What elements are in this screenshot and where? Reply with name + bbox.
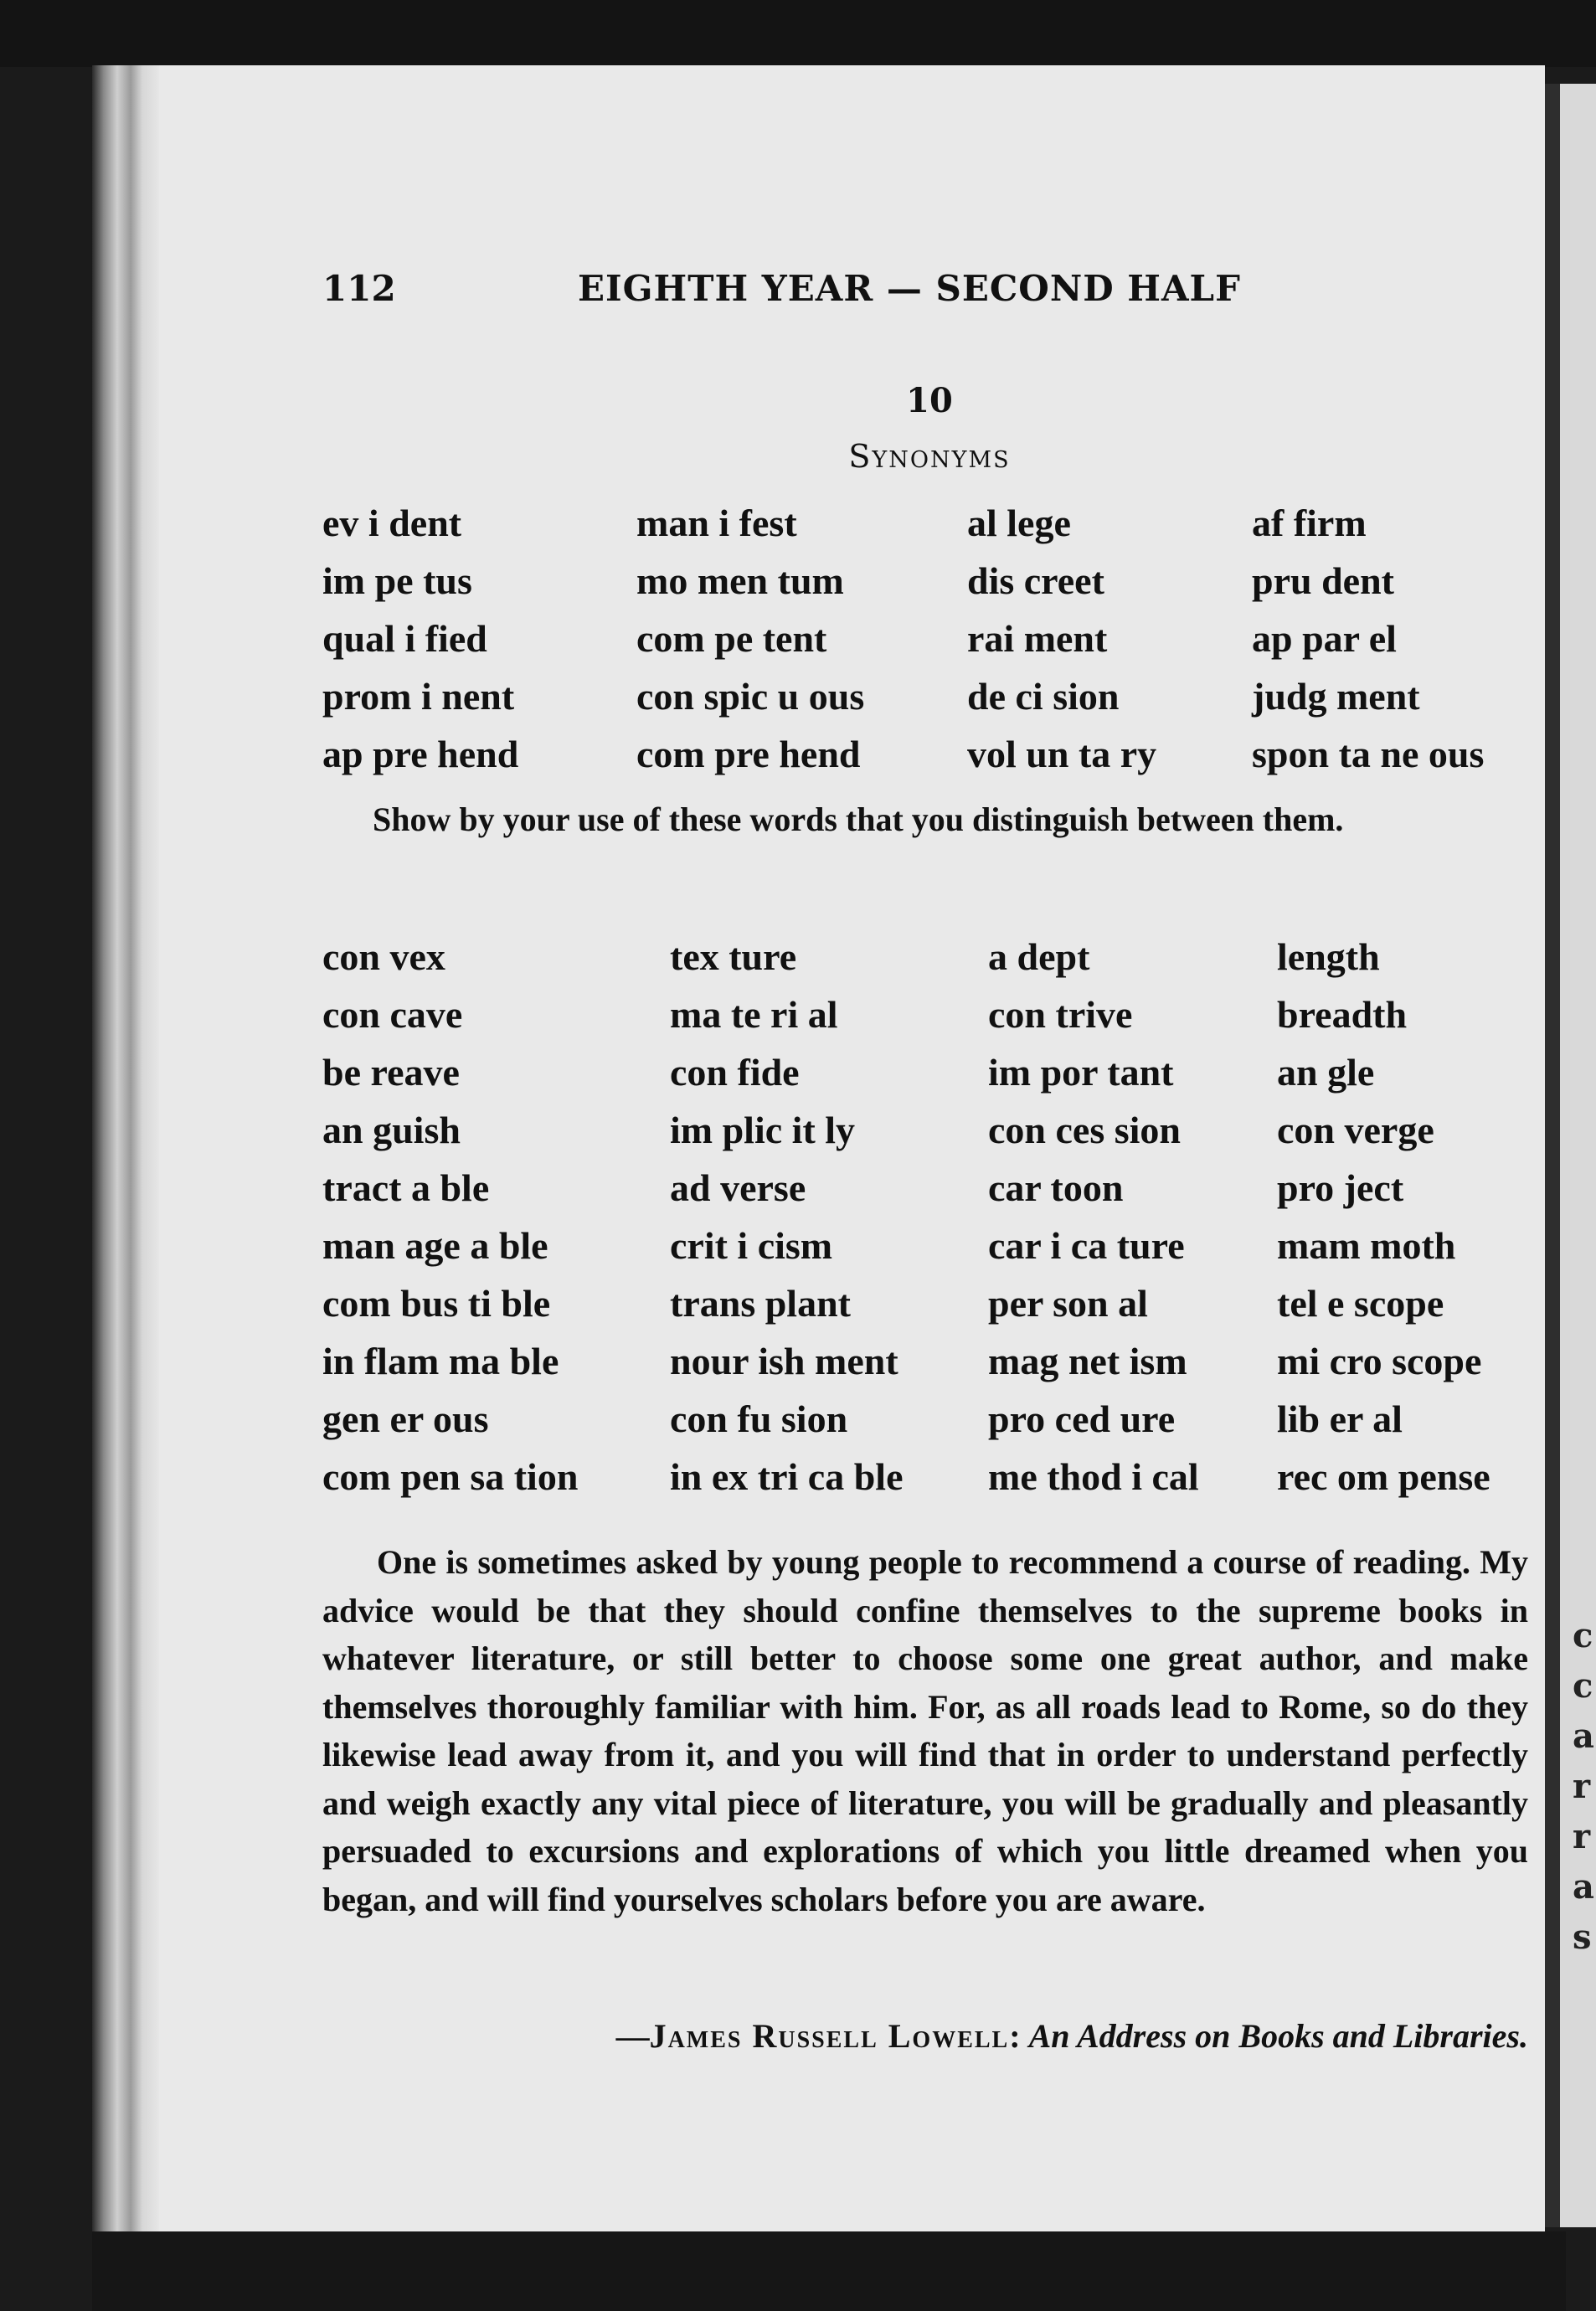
spelling-word: rai ment [967, 617, 1108, 660]
spelling-word: com pe tent [636, 617, 827, 660]
spelling-word: breadth [1277, 993, 1408, 1036]
spelling-word: a dept [988, 935, 1090, 978]
spelling-word: ev i dent [322, 502, 462, 544]
spelling-word: im pe tus [322, 559, 472, 602]
adjacent-page-letter: c [1573, 1666, 1593, 1706]
spelling-word: qual i fied [322, 617, 487, 660]
attribution-dash: — [615, 2017, 650, 2055]
spelling-word: ap par el [1252, 617, 1397, 660]
spelling-word: af firm [1252, 502, 1367, 544]
spelling-word: me thod i cal [988, 1455, 1199, 1498]
attribution-separator: : [1009, 2017, 1029, 2055]
section-number: 10 [906, 381, 953, 420]
spelling-word: al lege [967, 502, 1071, 544]
spelling-word: ma te ri al [670, 993, 838, 1036]
word-column [322, 928, 578, 1505]
adjacent-page-letter: a [1573, 1717, 1594, 1756]
page-gutter [1545, 84, 1560, 2227]
adjacent-page-letter: c [1573, 1616, 1593, 1655]
spelling-word: con verge [1277, 1109, 1434, 1151]
spelling-word: con vex [322, 935, 445, 978]
spelling-word: com bus ti ble [322, 1282, 551, 1325]
quote-attribution [322, 2016, 1528, 2056]
spelling-word: man age a ble [322, 1224, 548, 1267]
spelling-word: mo men tum [636, 559, 844, 602]
spelling-word: ad verse [670, 1166, 806, 1209]
page-number: 112 [322, 268, 396, 309]
spelling-word: per son al [988, 1282, 1148, 1325]
spelling-word: con trive [988, 993, 1133, 1036]
spelling-word: car toon [988, 1166, 1124, 1209]
word-column [322, 494, 518, 783]
page-header [322, 268, 1277, 318]
spelling-word: nour ish ment [670, 1340, 898, 1382]
adjacent-page-letter: r [1573, 1767, 1591, 1806]
spelling-word: in flam ma ble [322, 1340, 559, 1382]
spelling-word: im por tant [988, 1051, 1174, 1094]
scan-bottom [92, 2231, 1566, 2311]
spelling-word: in ex tri ca ble [670, 1455, 904, 1498]
spelling-word: im plic it ly [670, 1109, 856, 1151]
spelling-word: pru dent [1252, 559, 1394, 602]
spelling-word: com pre hend [636, 733, 861, 775]
spelling-word: pro ced ure [988, 1397, 1176, 1440]
spelling-word: pro ject [1277, 1166, 1404, 1209]
spelling-word: mi cro scope [1277, 1340, 1482, 1382]
spelling-word: ap pre hend [322, 733, 519, 775]
spelling-word: man i fest [636, 502, 797, 544]
spelling-word: crit i cism [670, 1224, 833, 1267]
word-column [1252, 494, 1484, 783]
spelling-word: mag net ism [988, 1340, 1187, 1382]
spelling-word: com pen sa tion [322, 1455, 579, 1498]
spelling-word: con cave [322, 993, 463, 1036]
word-column [988, 928, 1199, 1505]
page-binding-edge [92, 65, 159, 2234]
quoted-passage: One is sometimes asked by young people to recommend a course of reading. My advice would be that they should confine themselves to the supreme books in whatever literature, or still better to choose some one great author, and make themselves thoroughly familiar with him. For, as all roads lead to Rome, so do they likewise lead away from it, and you will find that in order to understand perfectly and weigh exactly any vital piece of literature, you will be gradually and pleasantly persuaded to excursions and explorations of which you little dreamed when you began, and will find yourselves scholars before you are aware. [322, 1543, 1528, 1918]
spelling-word: con fu sion [670, 1397, 848, 1440]
running-head: EIGHTH YEAR — SECOND HALF [578, 268, 1241, 309]
scan-background [0, 0, 1596, 67]
adjacent-page-letter: r [1573, 1817, 1591, 1856]
spelling-word: judg ment [1252, 675, 1420, 718]
spelling-word: con ces sion [988, 1109, 1181, 1151]
spelling-word: car i ca ture [988, 1224, 1185, 1267]
word-column [670, 928, 904, 1505]
word-column [967, 494, 1156, 783]
spelling-word: de ci sion [967, 675, 1120, 718]
spelling-word: dis creet [967, 559, 1104, 602]
section-title: Synonyms [848, 438, 1011, 475]
spelling-word: be reave [322, 1051, 460, 1094]
spelling-word: prom i nent [322, 675, 515, 718]
spelling-word: length [1277, 935, 1380, 978]
spelling-word: con fide [670, 1051, 800, 1094]
spelling-word: con spic u ous [636, 675, 865, 718]
spelling-word: rec om pense [1277, 1455, 1490, 1498]
adjacent-page-edge [1560, 84, 1596, 2227]
adjacent-page-letter: s [1573, 1917, 1592, 1957]
spelling-word: an guish [322, 1109, 461, 1151]
spelling-word: trans plant [670, 1282, 851, 1325]
spelling-word: tex ture [670, 935, 797, 978]
attribution-work: An Address on Books and Libraries. [1028, 2017, 1528, 2055]
attribution-author: James Russell Lowell [649, 2017, 1010, 2055]
spelling-word: spon ta ne ous [1252, 733, 1485, 775]
spelling-word: gen er ous [322, 1397, 489, 1440]
spelling-word: tract a ble [322, 1166, 490, 1209]
spelling-word: an gle [1277, 1051, 1375, 1094]
instruction-text: Show by your use of these words that you distinguish between them. [373, 800, 1344, 838]
adjacent-page-letter: a [1573, 1867, 1594, 1907]
word-column [636, 494, 864, 783]
spelling-word: mam moth [1277, 1224, 1456, 1267]
word-column [1277, 928, 1490, 1505]
spelling-word: lib er al [1277, 1397, 1403, 1440]
spelling-word: tel e scope [1277, 1282, 1444, 1325]
spelling-word: vol un ta ry [967, 733, 1157, 775]
